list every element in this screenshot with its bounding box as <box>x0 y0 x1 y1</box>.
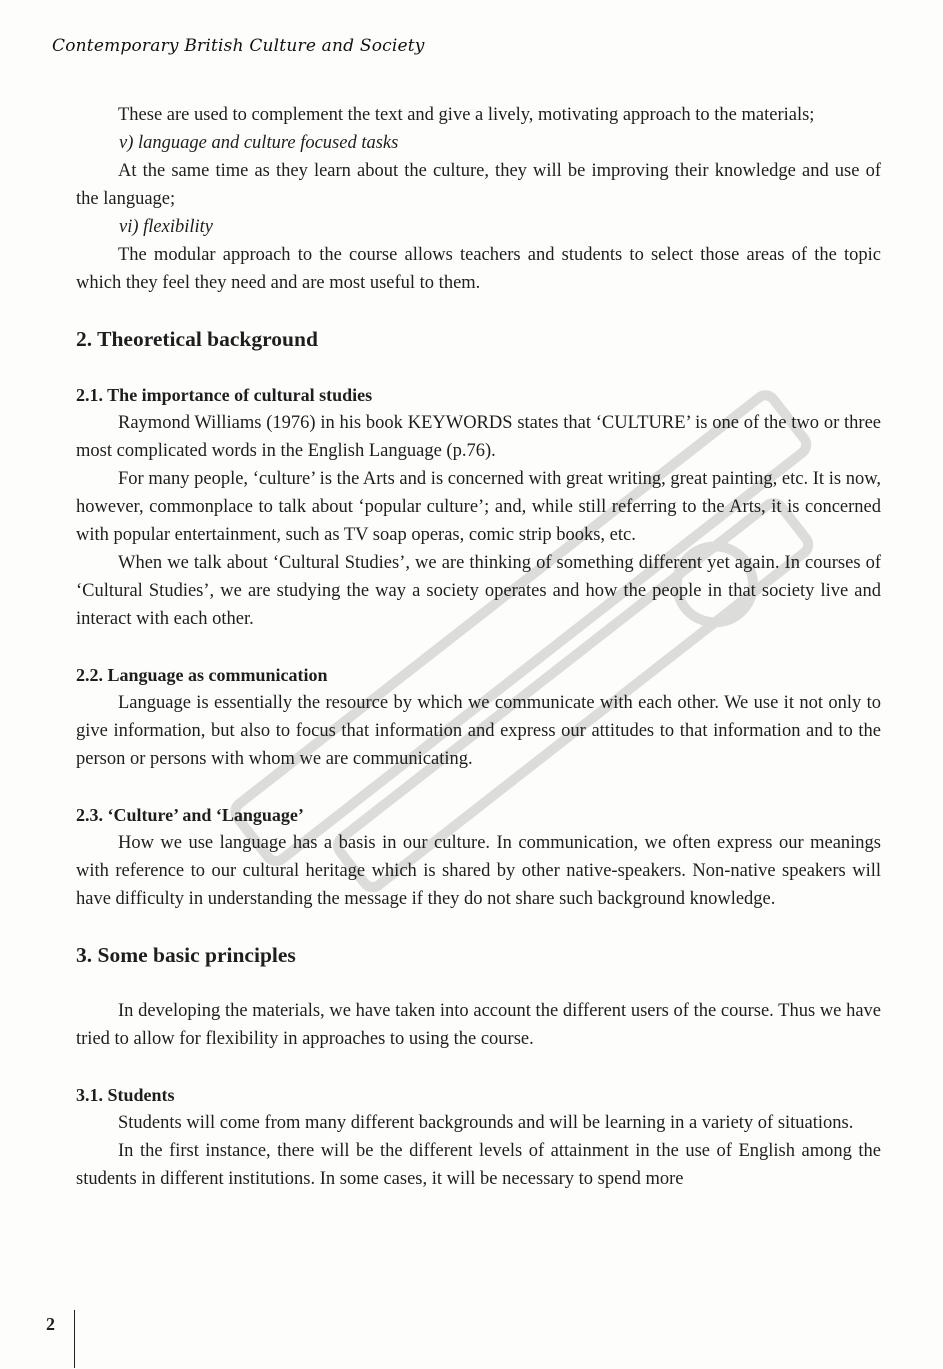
page-body <box>76 101 881 1193</box>
section-2-1-paragraph-3: When we talk about ‘Cultural Studies’, we are thinking of something different yet again. In courses of ‘Cultural Studies’, we are studying the way a society operates and how the people in that society live and interact with each other. <box>76 553 881 629</box>
section-2-1-paragraph-1: Raymond Williams (1976) in his book KEYWORDS states that ‘CULTURE’ is one of the two or three most complicated words in the English Language (p.76). <box>76 413 881 461</box>
intro-paragraph-1: These are used to complement the text and give a lively, motivating approach to the materials; <box>118 105 815 125</box>
section-2-1-heading: 2.1. The importance of cultural studies <box>76 385 373 405</box>
section-3-paragraph-1: In developing the materials, we have taken into account the different users of the course. Thus we have tried to allow for flexibility in approaches to using the course. <box>76 1001 881 1049</box>
intro-paragraph-3: The modular approach to the course allows teachers and students to select those areas of the topic which they feel they need and are most useful to them. <box>76 245 881 293</box>
list-item-v: v) language and culture focused tasks <box>119 133 399 153</box>
section-2-1-paragraph-2: For many people, ‘culture’ is the Arts and is concerned with great writing, great painting, etc. It is now, however, commonplace to talk about ‘popular culture’; and, while still referring to the Arts, it is concerned with popular entertainment, such as TV soap operas, comic strip books, etc. <box>76 469 881 545</box>
section-3-1-paragraph-2: In the first instance, there will be the different levels of attainment in the use of English among the students in different institutions. In some cases, it will be necessary to spend more <box>76 1141 881 1189</box>
section-3-1-heading: 3.1. Students <box>76 1085 175 1105</box>
intro-paragraph-2: At the same time as they learn about the culture, they will be improving their knowledge and use of the language; <box>76 161 881 209</box>
section-2-2-heading: 2.2. Language as communication <box>76 665 328 685</box>
section-3-heading: 3. Some basic principles <box>76 943 296 967</box>
section-2-3-heading: 2.3. ‘Culture’ and ‘Language’ <box>76 805 304 825</box>
running-header: Contemporary British Culture and Society <box>52 36 425 56</box>
section-2-2-paragraph-1: Language is essentially the resource by which we communicate with each other. We use it not only to give information, but also to focus that information and express our attitudes to that information and to the person or persons with whom we are communicating. <box>76 693 881 769</box>
margin-rule <box>74 1310 75 1368</box>
section-3-1-paragraph-1: Students will come from many different backgrounds and will be learning in a variety of situations. <box>118 1113 854 1133</box>
section-2-heading: 2. Theoretical background <box>76 327 318 351</box>
section-2-3-paragraph-1: How we use language has a basis in our culture. In communication, we often express our meanings with reference to our cultural heritage which is shared by other native-speakers. Non-native speakers will have difficulty in understanding the message if they do not share such background knowledge. <box>76 833 881 909</box>
list-item-vi: vi) flexibility <box>119 217 213 237</box>
page-number: 2 <box>46 1314 55 1334</box>
